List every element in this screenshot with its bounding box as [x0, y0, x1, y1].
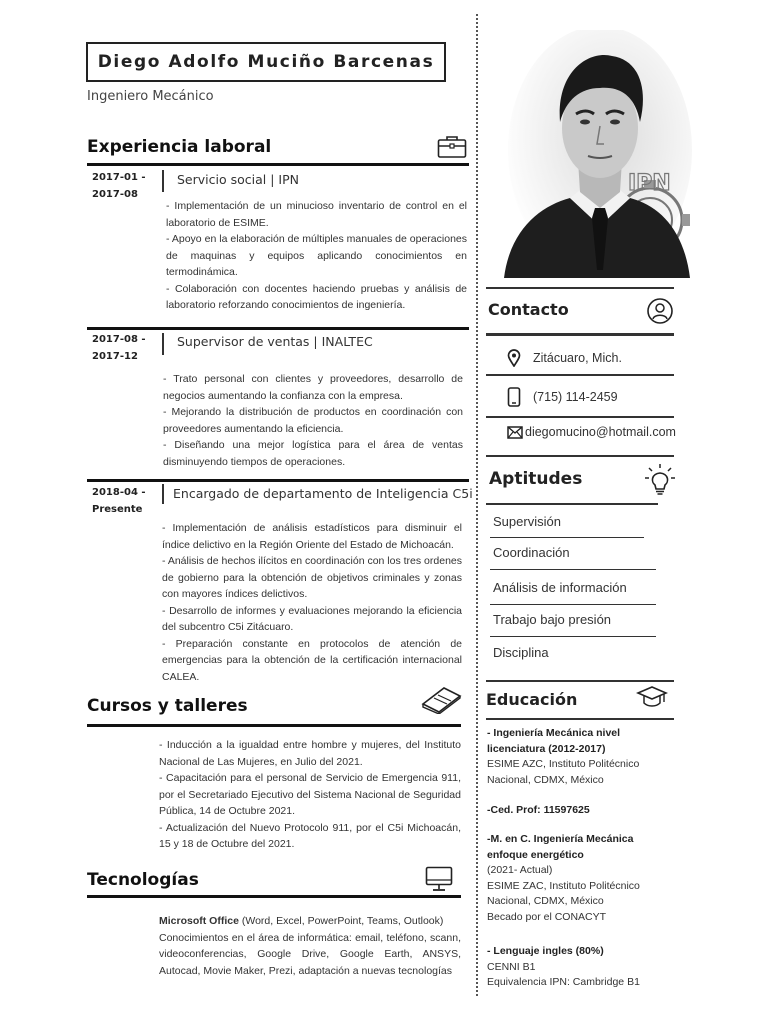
location-pin-icon [507, 349, 521, 367]
office-apps: (Word, Excel, PowerPoint, Teams, Outlook) [238, 915, 444, 927]
courses-description: - Inducción a la igualdad entre hombre y mujeres, del Instituto Nacional de Las Mujeres, en Julio del 2021. - Capacitación para el personal de Servicio de Emergencia 911, por el Secretariado Ejecutivo del Sistema Nacional de Seguridad Pública, 14 de Octubre 2021. - Actualización del Nuevo Protocolo 911, por el C5i Michoacán, 15 y 18 de Octubre del 2021. [159, 739, 461, 850]
experience-title: Experiencia laboral [87, 137, 272, 157]
candidate-name: Diego Adolfo Muciño Barcenas [86, 42, 446, 82]
skill-rule [490, 569, 656, 570]
skills-title: Aptitudes [489, 469, 583, 489]
education-entry-1: - Ingeniería Mecánica nivel licenciatura (2012-2017) ESIME AZC, Instituto Politécnico Nacional, CDMX, México [487, 727, 640, 786]
office-label: Microsoft Office [159, 915, 239, 927]
lightbulb-icon [644, 463, 676, 497]
contact-rule-2 [486, 416, 674, 418]
briefcase-icon [437, 135, 467, 159]
contact-rule-1 [486, 374, 674, 376]
job-1-tick [162, 170, 164, 192]
education-title: Educación [486, 690, 578, 709]
contact-email[interactable]: diegomucino@hotmail.com [507, 425, 676, 439]
courses-title: Cursos y talleres [87, 696, 248, 716]
job-3-dates: 2018-04 - Presente [92, 487, 146, 515]
job-3-description: - Implementación de análisis estadísticos para disminuir el índice delictivo en la Región Oriente del Estado de Michoacán. - Análisis de hechos ilícitos en coordinación con los tres ordenes de gobierno para la obtención de objetivos criminales y zonas con mayores índices delictivos. - Desarrollo de informes y evaluaciones mejorando la eficiencia del subcentro C5i Zitácuaro. - Preparación constante en protocolos de atención de emergencias para la obtención de la certificación internacional CALEA. [162, 522, 462, 683]
job-2-rule [87, 479, 469, 482]
skill-item: Supervisión [493, 514, 561, 529]
contact-location: Zitácuaro, Mich. [507, 349, 622, 367]
graduation-cap-icon [636, 686, 668, 708]
job-1-rule [87, 327, 469, 330]
skill-item: Análisis de información [493, 580, 627, 595]
job-2-role: Supervisor de ventas | INALTEC [177, 334, 373, 349]
skill-item: Disciplina [493, 645, 549, 660]
tech-title: Tecnologías [87, 870, 199, 890]
education-title-rule [486, 718, 674, 720]
job-2-dates: 2017-08 - 2017-12 [92, 334, 146, 362]
monitor-icon [425, 866, 453, 892]
job-1-dates: 2017-01 - 2017-08 [92, 172, 146, 200]
skill-item: Coordinación [493, 545, 570, 560]
book-icon [420, 684, 462, 714]
tech-rule [87, 895, 461, 898]
user-icon [646, 297, 674, 325]
contact-title-rule [486, 333, 674, 336]
education-entry-4: - Lenguaje ingles (80%) CENNI B1 Equivalencia IPN: Cambridge B1 [487, 945, 640, 988]
job-3-tick [162, 484, 164, 504]
contact-phone: (715) 114-2459 [507, 387, 618, 407]
envelope-icon [507, 426, 523, 439]
job-1-role: Servicio social | IPN [177, 172, 299, 187]
skills-title-rule [486, 503, 658, 505]
job-1-description: - Implementación de un minucioso inventario de control en el laboratorio de ESIME. - Apoyo en la elaboración de múltiples manuales de operaciones de maquinas y equipos aplicando conocimientos en termodinámica. - Colaboración con docentes haciendo pruebas y análisis de laboratorio reforzando conocimientos de ingeniería. [166, 200, 467, 311]
candidate-profession: Ingeniero Mecánico [87, 89, 214, 104]
contact-rule-3 [486, 455, 674, 457]
svg-text:IPN: IPN [628, 171, 671, 196]
column-divider [476, 14, 478, 996]
education-entry-3: -M. en C. Ingeniería Mecánica enfoque energético (2021- Actual) ESIME ZAC, Instituto Politécnico Nacional, CDMX, México Becado por el CONACYT [487, 833, 640, 923]
skill-item: Trabajo bajo presión [493, 612, 612, 627]
profile-photo [500, 30, 692, 282]
phone-icon [507, 387, 521, 407]
job-3-role: Encargado de departamento de Inteligencia C5i [173, 486, 473, 501]
education-entry-2: -Ced. Prof: 11597625 [487, 804, 590, 816]
skill-rule [490, 604, 656, 605]
job-2-tick [162, 333, 164, 355]
experience-rule [87, 163, 469, 166]
skill-rule [490, 636, 656, 637]
tech-description: Microsoft Office (Word, Excel, PowerPoint, Teams, Outlook) Conocimientos en el área de informática: email, teléfono, scann, videoconferencias, Google Drive, Google Earth, ANSYS, Autocad, Movie Maker, Prezi, adaptación a nuevas tecnologías [159, 915, 461, 977]
job-2-description: - Trato personal con clientes y proveedores, desarrollo de negocios aumentando la confianza con la empresa. - Mejorando la distribución de productos en coordinación con proveedores aumentando la eficiencia. - Diseñando una mejor logística para el área de ventas disminuyendo tiempos de operaciones. [163, 373, 463, 468]
skill-rule [490, 537, 644, 538]
courses-rule [87, 724, 461, 727]
education-top-rule [486, 680, 674, 682]
contact-title: Contacto [488, 300, 569, 319]
contact-top-rule [486, 287, 674, 289]
